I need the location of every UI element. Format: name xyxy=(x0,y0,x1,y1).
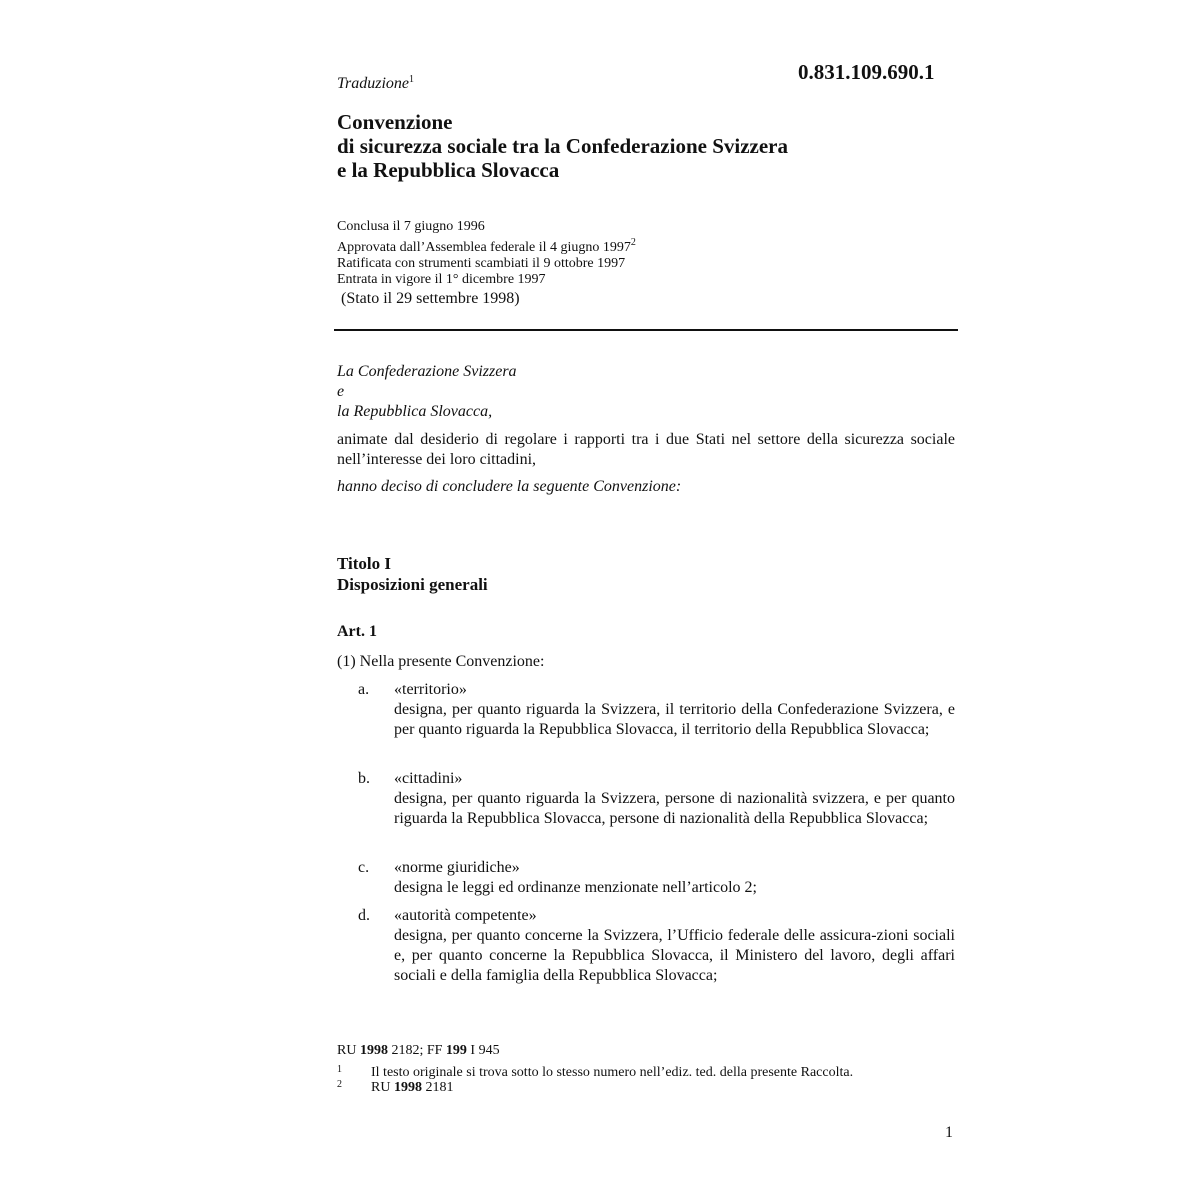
article-heading: Art. 1 xyxy=(337,623,377,640)
section-heading xyxy=(337,553,488,595)
definition-item-b xyxy=(394,769,955,829)
reference-ru-year: 1998 xyxy=(359,1043,388,1058)
footnote-marker-2[interactable]: 2 xyxy=(630,237,636,248)
party-slovakia: la Repubblica Slovacca, xyxy=(337,403,493,420)
status-date: (Stato il 29 settembre 1998) xyxy=(341,290,520,307)
translation-label xyxy=(337,74,414,93)
definition-text: designa, per quanto riguarda la Svizzera, persone di nazionalità svizzera, e per quanto riguarda la Repubblica Slovacca, persone di nazionalità della Repubblica Slovacca; xyxy=(394,790,955,827)
date-concluded: Conclusa il 7 giugno 1996 xyxy=(337,219,485,234)
footnote-marker-1[interactable]: 1 xyxy=(409,74,415,85)
footnote-2-year: 1998 xyxy=(393,1080,422,1095)
page-number: 1 xyxy=(945,1124,953,1141)
item-letter-a: a. xyxy=(358,681,370,698)
definition-term: «cittadini» xyxy=(394,770,463,787)
title-line-1: Convenzione xyxy=(337,110,453,134)
document-title xyxy=(337,110,788,182)
title-line-3: e la Repubblica Slovacca xyxy=(337,158,560,182)
date-in-force: Entrata in vigore il 1° dicembre 1997 xyxy=(337,272,546,287)
definition-term: «autorità competente» xyxy=(394,907,537,924)
footnote-1-number: 1 xyxy=(337,1064,342,1075)
preamble-parties xyxy=(337,362,517,422)
footnote-2-number: 2 xyxy=(337,1079,342,1090)
item-letter-b: b. xyxy=(358,770,370,787)
party-conjunction: e xyxy=(337,383,345,400)
footnote-2-page: 2181 xyxy=(421,1080,454,1095)
reference-end: I 945 xyxy=(466,1043,500,1058)
item-letter-d: d. xyxy=(358,907,370,924)
section-subtitle: Disposizioni generali xyxy=(337,575,488,594)
footnote-2-prefix: RU xyxy=(371,1080,394,1095)
footnote-2-text xyxy=(371,1080,453,1096)
footnote-1-text: Il testo originale si trova sotto lo stesso numero nell’ediz. ted. della presente Raccolta. xyxy=(371,1065,854,1080)
document-number: 0.831.109.690.1 xyxy=(798,60,935,84)
item-letter-c: c. xyxy=(358,859,370,876)
header-divider xyxy=(334,329,958,331)
section-title: Titolo I xyxy=(337,554,392,573)
definition-text: designa le leggi ed ordinanze menzionate nell’articolo 2; xyxy=(394,879,757,896)
definition-item-a xyxy=(394,680,955,740)
preamble-text: animate dal desiderio di regolare i rapporti tra i due Stati nel settore della sicurezza sociale nell’interesse dei loro cittadini, xyxy=(337,431,955,468)
article-paragraph-1: (1) Nella presente Convenzione: xyxy=(337,653,545,670)
date-approved-text: Approvata dall’Assemblea federale il 4 giugno 1997 xyxy=(337,240,631,255)
date-approved xyxy=(337,235,636,256)
official-reference xyxy=(337,1043,500,1059)
reference-prefix: RU xyxy=(337,1043,360,1058)
definition-text: designa, per quanto riguarda la Svizzera, il territorio della Confederazione Svizzera, e per quanto riguarda la Repubblica Slovacca, il territorio della Repubblica Slovacca; xyxy=(394,701,955,738)
definition-term: «norme giuridiche» xyxy=(394,859,520,876)
preamble-decision: hanno deciso di concludere la seguente Convenzione: xyxy=(337,478,682,495)
date-ratified: Ratificata con strumenti scambiati il 9 ottobre 1997 xyxy=(337,256,626,271)
party-switzerland: La Confederazione Svizzera xyxy=(337,363,517,380)
definition-item-d xyxy=(394,906,955,986)
definition-term: «territorio» xyxy=(394,681,467,698)
title-line-2: di sicurezza sociale tra la Confederazione Svizzera xyxy=(337,134,788,158)
translation-text: Traduzione xyxy=(337,75,410,92)
definition-item-c xyxy=(394,858,955,898)
reference-ff-year: 199 xyxy=(445,1043,467,1058)
document-dates xyxy=(337,219,636,288)
definition-text: designa, per quanto concerne la Svizzera, l’Ufficio federale delle assicura-zioni sociali e, per quanto concerne la Repubblica Slovacca, il Ministero del lavoro, degli affari sociali e della famiglia della Repubblica Slovacca; xyxy=(394,927,955,984)
reference-middle: 2182; FF xyxy=(387,1043,446,1058)
